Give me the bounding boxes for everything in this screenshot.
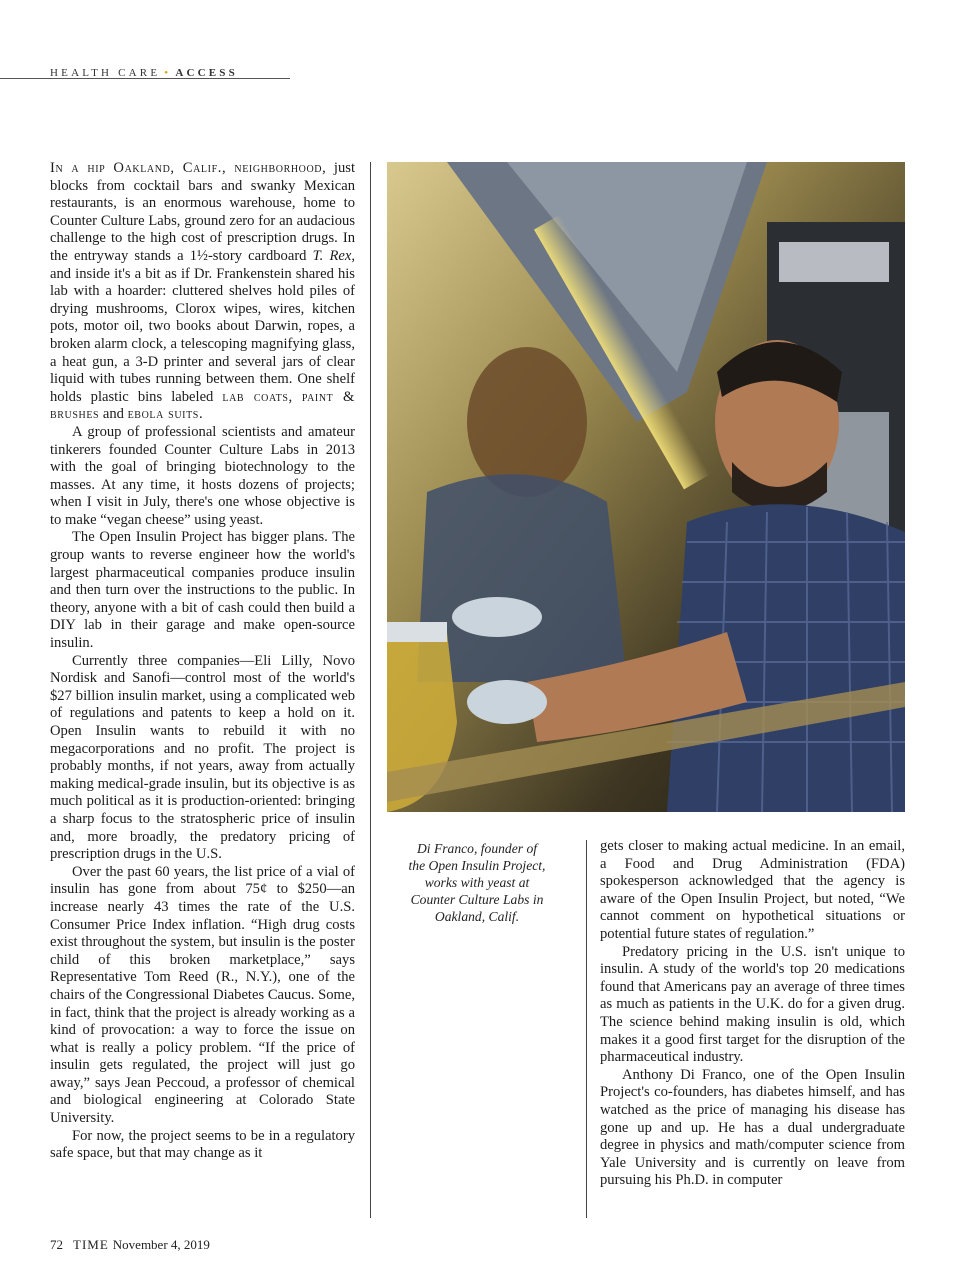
issue-date: November 4, 2019 — [112, 1237, 210, 1252]
lead-in: In a hip Oakland, Calif., neighborhood, — [50, 160, 327, 176]
section-header — [50, 67, 238, 79]
subsection-label: ACCESS — [175, 67, 238, 79]
paragraph-1: In a hip Oakland, Calif., neighborhood, just blocks from cocktail bars and swanky Mexican restaurants, is an enormous warehouse, home to Counter Culture Labs, ground zero for an audacious challenge to the high cost of prescription drugs. In the entryway stands a 1½-story cardboard T. Rex, and inside it's a bit as if Dr. Frankenstein shared his lab with a hoarder: cluttered shelves hold piles of drying mushrooms, Clorox wipes, wires, kitchen pots, motor oil, two books about Darwin, ropes, a broken alarm clock, a telescoping magnifying glass, a heat gun, a 3-D printer and several jars of clear liquid with tubes running between them. One shelf holds plastic bins labeled lab coats, paint & brushes and ebola suits. — [50, 160, 355, 423]
section-label: HEALTH CARE — [50, 67, 161, 79]
paragraph-r2: Predatory pricing in the U.S. isn't unique to insulin. A study of the world's top 20 medications found that Americans pay an average of three times as much as patients in the U.K. do for a given drug. The science behind making insulin is old, which makes it a good first target for the disruption of the pharmaceutical industry. — [600, 943, 905, 1066]
column-rule-right — [586, 840, 587, 1218]
paragraph-4: Currently three companies—Eli Lilly, Novo Nordisk and Sanofi—control most of the world's $27 billion insulin market, using a complicated web of regulations and patents to keep a hold on it. Open Insulin wants to rebuild it with no megacorporations and no profit. The project is probably months, if not years, away from actually making medical-grade insulin, but its objective is as much political as it is production-oriented: bringing a sharp focus to the stratospheric price of insulin and, more broadly, the predatory pricing of prescription drugs in the U.S. — [50, 652, 355, 863]
page-number: 72 — [50, 1237, 63, 1252]
photo-caption: Di Franco, founder of the Open Insulin Project, works with yeast at Counter Culture Labs in Oakland, Calif. — [408, 841, 546, 924]
column-rule-left — [370, 162, 371, 1218]
separator-dot: • — [164, 67, 172, 79]
magazine-name: TIME — [73, 1237, 109, 1252]
lab-photo — [387, 162, 905, 812]
paragraph-r3: Anthony Di Franco, one of the Open Insulin Project's co-founders, has diabetes himself, and has watched as the price of managing his disease has gone up and up. He has a dual undergraduate degree in physics and math/computer science from Yale University and is currently on leave from pursuing his Ph.D. in computer — [600, 1066, 905, 1189]
page-footer — [50, 1237, 210, 1253]
article-column-left — [50, 160, 355, 1220]
paragraph-5: Over the past 60 years, the list price of a vial of insulin has gone from about 75¢ to $250—an increase nearly 43 times the rate of the U.S. Consumer Price Index inflation. “High drug costs exist throughout the system, but insulin is the poster child of this broken marketplace,” says Representative Tom Reed (R., N.Y.), one of the chairs of the Congressional Diabetes Caucus. Some, in fact, think that the project is already working as a kind of provocation: a way to force the issue on what is really a policy problem. “If the price of insulin gets regulated, the project will just go away,” says Jean Peccoud, a professor of chemical and biological engineering at Colorado State University. — [50, 863, 355, 1127]
article-column-right — [600, 838, 905, 1220]
paragraph-r1: gets closer to making actual medicine. In an email, a Food and Drug Administration (FDA) spokesperson acknowledged that the agency is aware of the Open Insulin Project, but noted, “We cannot comment on hypothetical situations or potential future states of regulation.” — [600, 838, 905, 942]
paragraph-2: A group of professional scientists and amateur tinkerers founded Counter Culture Labs in 2013 with the goal of bringing biotechnology to the masses. At any time, it hosts dozens of projects; when I visit in July, there's one whose objective is to make “vegan cheese” using yeast. — [50, 423, 355, 528]
paragraph-6: For now, the project seems to be in a regulatory safe space, but that may change as it — [50, 1127, 355, 1162]
paragraph-3: The Open Insulin Project has bigger plans. The group wants to reverse engineer how the world's largest pharmaceutical companies produce insulin and then turn over the instructions to the public. In theory, anyone with a bit of cash could then build a DIY lab in their garage and make open-source insulin. — [50, 529, 355, 652]
